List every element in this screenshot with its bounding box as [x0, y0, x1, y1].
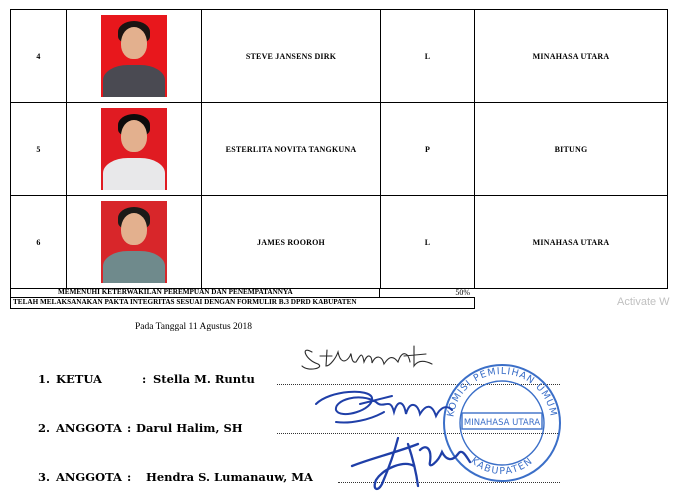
representation-value: 50% [455, 288, 470, 297]
signature-1 [302, 346, 432, 369]
signatory-colon: : [127, 421, 132, 435]
signatory-name: Darul Halim, SH [136, 421, 243, 435]
signatory-name: Stella M. Runtu [153, 372, 255, 386]
candidate-sex: P [381, 103, 475, 196]
svg-text:KABUPATEN [468, 455, 535, 477]
candidate-number: 4 [11, 10, 67, 103]
candidate-region: BITUNG [475, 103, 668, 196]
candidate-sex: L [381, 10, 475, 103]
signatory-role: ANGGOTA [56, 470, 122, 484]
stamp-center-text: MINAHASA UTARA [463, 418, 541, 428]
signatory-role: KETUA [56, 372, 102, 386]
candidate-region: MINAHASA UTARA [475, 10, 668, 103]
representation-label: MEMENUHI KETERWAKILAN PEREMPUAN DAN PENEMPATANNYA [58, 288, 293, 296]
candidate-number: 6 [11, 196, 67, 289]
signatory-number: 1. [38, 372, 51, 386]
signatory-colon: : [142, 372, 147, 386]
candidate-name: JAMES ROOROH [202, 196, 381, 289]
candidate-name: ESTERLITA NOVITA TANGKUNA [202, 103, 381, 196]
signatory-name: Hendra S. Lumanauw, MA [146, 470, 313, 484]
signatory-number: 2. [38, 421, 51, 435]
signatory-colon: : [127, 470, 132, 484]
official-stamp [444, 365, 560, 481]
candidate-region: MINAHASA UTARA [475, 196, 668, 289]
candidate-number: 5 [11, 103, 67, 196]
signatory-number: 3. [38, 470, 51, 484]
activate-windows-watermark: Activate W [617, 296, 670, 308]
signature-2 [316, 392, 452, 423]
stamp-top-text: KOMISI PEMILIHAN UMUM [445, 365, 559, 418]
date-line: Pada Tanggal 11 Agustus 2018 [135, 322, 253, 332]
candidate-sex: L [381, 196, 475, 289]
candidate-name: STEVE JANSENS DIRK [202, 10, 381, 103]
signatory-role: ANGGOTA [56, 421, 122, 435]
pact-label: TELAH MELAKSANAKAN PAKTA INTEGRITAS SESUAI DENGAN FORMULIR B.3 DPRD KABUPATEN [13, 298, 357, 306]
signature-3 [352, 438, 470, 489]
stamp-bottom-text: KABUPATEN [468, 455, 536, 478]
